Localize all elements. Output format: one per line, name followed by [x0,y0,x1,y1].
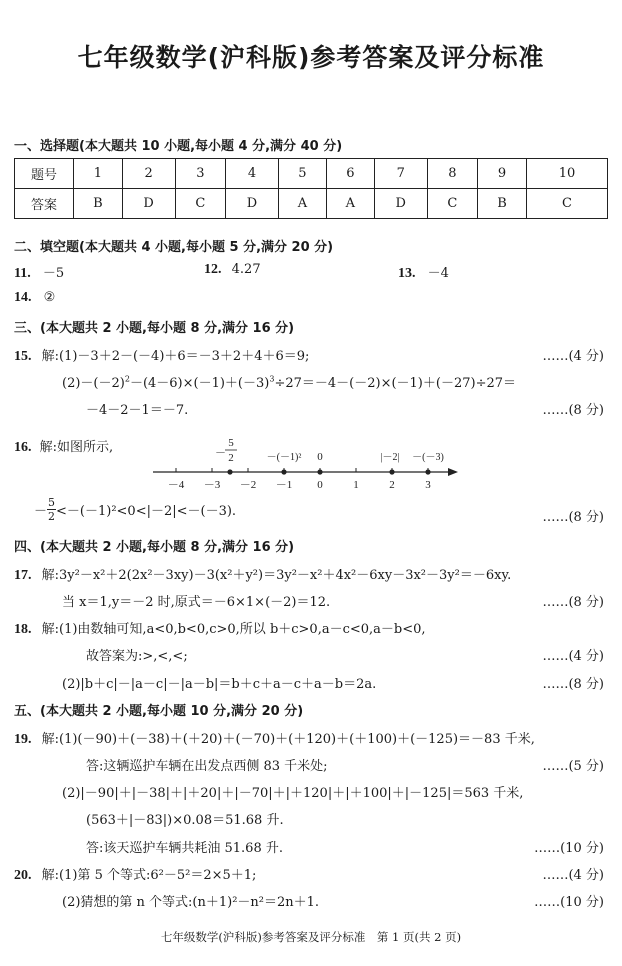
q19-score1: ……(5 分) [542,759,604,774]
point-label-abs: |－2| [380,452,400,463]
point-label-frac-sign: － [215,447,226,459]
q20-score1: ……(4 分) [542,868,604,883]
arrow-right-icon [448,468,458,476]
q11-answer: －5 [42,266,65,281]
table-cell: 2 [122,159,175,189]
table-cell: A [278,189,326,219]
table-cell: C [427,189,478,219]
q17-text1: 解:3y²－x²＋2(2x²－3xy)－3(x²＋y²)＝3y²－x²＋4x²－6xy－3x²－3y²＝－6xy. [41,568,512,583]
section1-heading: 一、选择题(本大题共 10 小题,每小题 4 分,满分 40 分) [14,139,343,154]
table-cell: D [122,189,175,219]
q15-score1: ……(4 分) [542,349,604,364]
point-neg-five-halves [227,469,232,474]
q15-text3: －4－2－1＝－7. [86,403,189,418]
q15-line2 [62,372,516,391]
section5-heading: 五、(本大题共 2 小题,每小题 10 分,满分 20 分) [14,704,304,719]
q17-number: 17. [14,568,32,583]
q16-result-rest: <－(－1)²<0<|－2|<－(－3). [56,504,237,519]
q17-line1 [14,564,511,584]
q16-intro: 解:如图所示, [39,440,114,455]
point-neg-neg1-sq [281,469,286,474]
q15-number: 15. [14,349,32,364]
table-cell: D [226,189,279,219]
q16-result-fraction [47,496,56,523]
point-neg-neg3 [425,469,430,474]
q15-text2c: ÷27＝－4－(－2)×(－1)＋(－27)÷27＝ [274,376,517,391]
table-cell: D [374,189,427,219]
tick-label: 0 [317,479,323,491]
table-cell: B [478,189,527,219]
q12 [204,262,261,278]
q13 [398,262,449,282]
point-label-frac-num: 5 [228,437,234,449]
q11-number: 11. [14,266,31,281]
table-cell: 5 [278,159,326,189]
table-cell: 4 [226,159,279,189]
q18-score1: ……(4 分) [542,649,604,664]
table-cell: 7 [374,159,427,189]
q18-score2: ……(8 分) [542,677,604,692]
section4-heading: 四、(本大题共 2 小题,每小题 8 分,满分 16 分) [14,540,295,555]
q18-text2: 故答案为:>,<,<; [86,649,188,664]
q14-answer: ② [43,290,56,305]
q18-text3: (2)|b＋c|－|a－c|－|a－b|＝b＋c＋a－c＋a－b＝2a. [62,677,377,692]
q15-text2b: －(4－6)×(－1)＋(－3) [129,376,270,391]
q20-number: 20. [14,868,32,883]
q15-square: 2 [124,374,130,384]
q19-text5: 答:该天巡护车辆共耗油 51.68 升. [86,841,283,856]
section3-heading: 三、(本大题共 2 小题,每小题 8 分,满分 16 分) [14,321,295,336]
table-cell: 6 [326,159,374,189]
q12-answer: 4.27 [231,262,261,277]
table-cell: A [326,189,374,219]
q15-cube: 3 [269,374,275,384]
q18-line1 [14,618,426,638]
q19-text2: 答:这辆巡护车辆在出发点西侧 83 千米处; [86,759,328,774]
q16-result-sign: － [34,504,48,519]
point-zero [317,469,322,474]
tick-label: 3 [425,479,431,491]
q19-text4: (563＋|－83|)×0.08＝51.68 升. [86,813,284,828]
q19-text1: 解:(1)(－90)＋(－38)＋(＋20)＋(－70)＋(＋120)＋(＋100)＋(－125)＝－83 千米, [41,732,535,747]
tick-label: －1 [275,479,293,491]
q20-text2: (2)猜想的第 n 个等式:(n＋1)²－n²＝2n＋1. [62,895,320,910]
tick-label: －2 [239,479,257,491]
point-label-neg-sq: －(－1)² [266,452,302,463]
q15-line1 [14,345,309,365]
table-cell: C [175,189,226,219]
table-cell: B [74,189,123,219]
q13-answer: －4 [427,266,449,281]
section2-heading: 二、填空题(本大题共 4 小题,每小题 5 分,满分 20 分) [14,240,334,255]
q12-number: 12. [204,262,222,277]
table-cell: 9 [478,159,527,189]
q16-number: 16. [14,440,32,455]
q11 [14,262,64,282]
q16-result-den: 2 [48,510,56,523]
table-row-numbers [15,159,608,189]
q15-text2a: (2)－(－2) [62,376,125,391]
q19-number: 19. [14,732,32,747]
number-line [145,432,465,496]
page-footer: 七年级数学(沪科版)参考答案及评分标准 第 1 页(共 2 页) [160,930,462,944]
point-label-frac-den: 2 [228,452,234,464]
tick-label: 1 [353,479,359,491]
point-abs-neg2 [389,469,394,474]
q20-score2: ……(10 分) [534,895,604,910]
q16-intro-line [14,436,113,456]
table-cell: C [526,189,607,219]
q17-score: ……(8 分) [542,595,604,610]
point-label-neg-neg3: －(－3) [412,452,444,463]
q19-score2: ……(10 分) [534,841,604,856]
q20-text1: 解:(1)第 5 个等式:6²－5²＝2×5＋1; [41,868,257,883]
tick-label: 2 [389,479,395,491]
table-row-answers [15,189,608,219]
q18-number: 18. [14,622,32,637]
table-cell: 3 [175,159,226,189]
tick-label: －3 [203,479,221,491]
table-cell: 10 [526,159,607,189]
q15-score2: ……(8 分) [542,403,604,418]
row-label-number: 题号 [15,159,74,189]
q20-line1 [14,864,256,884]
q13-number: 13. [398,266,416,281]
point-label-zero: 0 [317,451,323,463]
q17-text2: 当 x＝1,y＝－2 时,原式＝－6×1×(－2)＝12. [62,595,331,610]
tick-label: －4 [167,479,185,491]
table-cell: 1 [74,159,123,189]
answer-table [14,158,608,219]
q16-score: ……(8 分) [542,510,604,525]
row-label-answer: 答案 [15,189,74,219]
q16-result-num: 5 [48,496,56,509]
q19-line1 [14,728,535,748]
table-cell: 8 [427,159,478,189]
q14-number: 14. [14,290,32,305]
page-title: 七年级数学(沪科版)参考答案及评分标准 [77,43,545,72]
q14 [14,290,55,306]
q18-text1: 解:(1)由数轴可知,a<0,b<0,c>0,所以 b＋c>0,a－c<0,a－b<0, [41,622,426,637]
q19-text3: (2)|－90|＋|－38|＋|＋20|＋|－70|＋|＋120|＋|＋100|＋|－125|＝563 千米, [62,786,524,801]
q15-text1: 解:(1)－3＋2－(－4)＋6＝－3＋2＋4＋6＝9; [41,349,310,364]
q16-result [34,496,236,523]
